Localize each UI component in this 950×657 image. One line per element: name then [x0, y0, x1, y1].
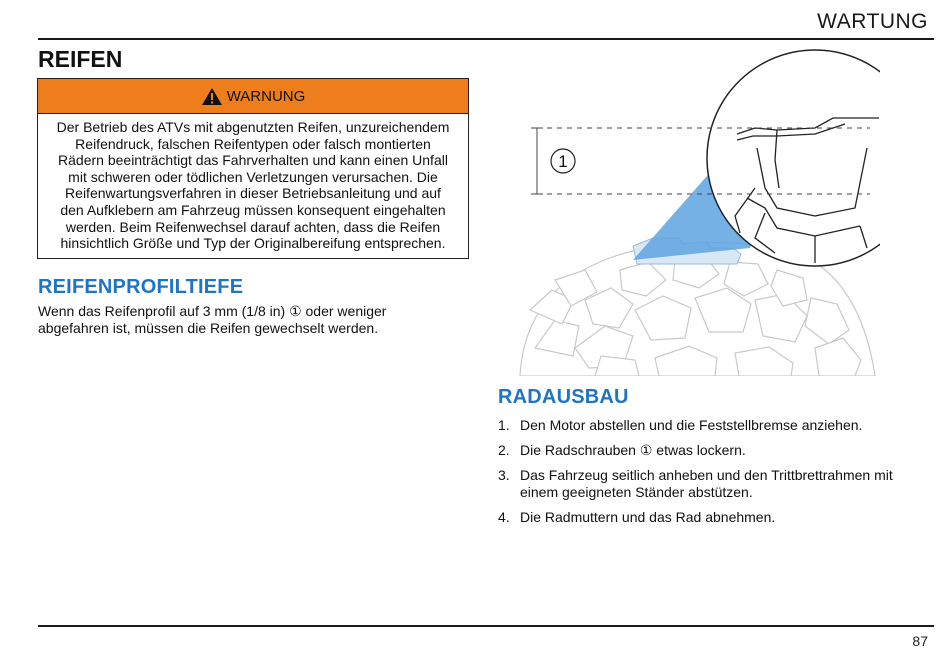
footer-divider: [38, 625, 934, 627]
warning-line: mit schweren oder tödlichen Verletzungen verursachen. Die: [68, 168, 438, 185]
warning-line: Reifendruck, falschen Reifentypen oder falsch montierten: [75, 135, 431, 152]
profiltiefe-line: Wenn das Reifenprofil auf 3 mm (1/8 in) ① oder weniger: [38, 303, 387, 319]
warning-line: Der Betrieb des ATVs mit abgenutzten Reifen, unzureichendem: [56, 119, 450, 135]
step-text: [520, 442, 928, 459]
warning-header: [38, 79, 468, 114]
page-title: REIFEN: [38, 46, 123, 72]
step-line: Die Radschrauben ① etwas lockern.: [520, 442, 746, 458]
step-number: 3.: [498, 467, 510, 483]
warning-text: [38, 114, 468, 258]
section-title: WARTUNG: [817, 10, 928, 33]
section-heading-profiltiefe: REIFENPROFILTIEFE: [38, 276, 244, 298]
warning-triangle-icon: [201, 87, 223, 106]
list-item: [498, 467, 928, 501]
radausbau-steps: [498, 417, 928, 534]
step-line: Die Radmuttern und das Rad abnehmen.: [520, 509, 776, 525]
step-line: einem geeigneten Ständer abstützen.: [520, 484, 753, 500]
warning-box: [37, 78, 469, 259]
warning-line: den Aufklebern am Fahrzeug müssen konsequent eingehalten: [60, 201, 446, 218]
list-item: [498, 509, 928, 526]
callout-number: 1: [558, 152, 568, 171]
warning-line: werden. Beim Reifenwechsel darauf achten, dass die Reifen: [65, 218, 441, 235]
page-number: 87: [912, 633, 928, 649]
header-divider: [38, 38, 934, 40]
warning-line: Rädern beeinträchtigt das Fahrverhalten und kann einen Unfall: [58, 152, 448, 169]
step-number: 1.: [498, 417, 510, 433]
step-number: 4.: [498, 509, 510, 525]
tire-tread-illustration: [515, 48, 880, 376]
warning-line: Reifenwartungsverfahren in dieser Betriebsanleitung und auf: [65, 185, 441, 202]
warning-label: WARNUNG: [226, 87, 306, 105]
section-heading-radausbau: RADAUSBAU: [498, 386, 629, 408]
list-item: [498, 442, 928, 459]
list-item: [498, 417, 928, 434]
warning-line: hinsichtlich Größe und Typ der Originalbereifung entsprechen.: [60, 235, 446, 252]
step-number: 2.: [498, 442, 510, 458]
step-line: Den Motor abstellen und die Feststellbremse anziehen.: [520, 417, 863, 433]
step-text: [520, 467, 928, 501]
step-text: [520, 509, 928, 526]
step-line: Das Fahrzeug seitlich anheben und den Trittbrettrahmen mit: [520, 467, 893, 483]
profiltiefe-line: abgefahren ist, müssen die Reifen gewechselt werden.: [38, 320, 379, 336]
step-text: [520, 417, 928, 434]
profiltiefe-text: [38, 303, 458, 337]
